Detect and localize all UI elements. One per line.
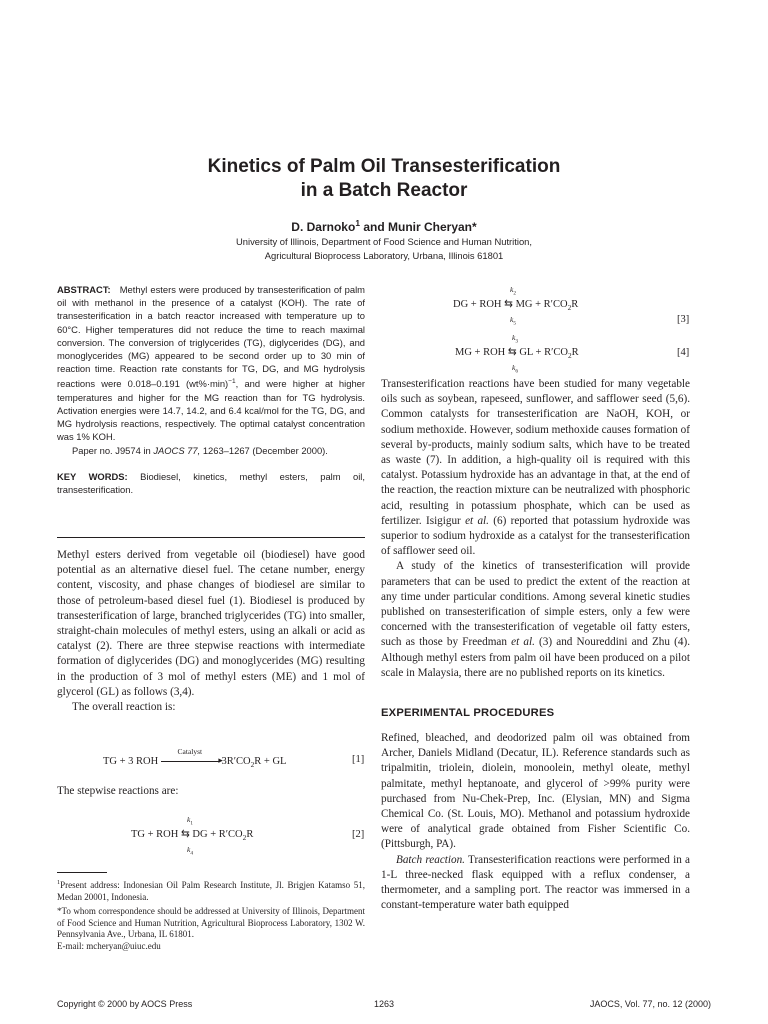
- eq1-arrow: Catalyst ▸: [161, 756, 219, 767]
- eq3-k5-sub: 5: [513, 320, 516, 327]
- keywords: [57, 470, 365, 496]
- eq2-k-top: [187, 815, 193, 827]
- abstract-label: ABSTRACT:: [57, 284, 111, 295]
- eq4-products-tail: R: [571, 347, 579, 358]
- eq2-k1-sub: 1: [190, 820, 193, 827]
- equation-4: [455, 346, 579, 360]
- left-body: [57, 548, 365, 715]
- eq3-products: MG + R′CO: [515, 299, 568, 310]
- eq4-subscript: 2: [568, 351, 572, 361]
- section-heading: EXPERIMENTAL PROCEDURES: [381, 707, 555, 720]
- catalyst-text-b: (6) reported that potassium hydroxide was superior to sodium hydroxide as a catalyst for the transesterification of safflower seed oil.: [381, 514, 690, 558]
- keywords-text: Biodiesel, kinetics, methyl esters, palm oil, transesterification.: [57, 470, 365, 495]
- title-line-2: in a Batch Reactor: [300, 180, 468, 201]
- eq2-k-bottom: [187, 845, 193, 857]
- eq4-reactants: MG + ROH: [455, 347, 506, 358]
- footnote-divider: [57, 872, 107, 873]
- eq4-arrow: ⇆: [507, 347, 517, 358]
- eq1-subscript: 2: [250, 760, 255, 770]
- eq1-catalyst-label: Catalyst: [177, 747, 203, 756]
- eq4-products: GL + R′CO: [519, 347, 568, 358]
- equation-4-number: [4]: [677, 347, 690, 358]
- footer-copyright: Copyright © 2000 by AOCS Press: [57, 999, 193, 1009]
- footnote-2: *To whom correspondence should be addressed at University of Illinois, Department of Food Science and Human Nutrition, Agricultural Bioprocess Laboratory, 1302 W. Pennsylvania Ave., Urbana, IL 61801.: [57, 906, 365, 940]
- kinetics-text-a: A study of the kinetics of transesterification will provide parameters that can be used to predict the extent of the reaction at any time under particular conditions. Among several kinetic studies published on transesterification of simple esters, only a few were concerned with the transesterification of vegetable oil fatty esters, such as those by Freedman: [381, 560, 690, 649]
- abstract-divider: [57, 537, 365, 538]
- affiliation-line-1: University of Illinois, Department of Food Science and Human Nutrition,: [236, 236, 532, 247]
- author-line: [0, 218, 768, 234]
- catalyst-etal: et al.: [465, 514, 489, 527]
- eq2-k4: k: [187, 845, 191, 854]
- batch-reaction-text: Transesterification reactions were performed in a 1-L three-necked flask equipped with a reflux condenser, a thermometer, and a sampling port. The reactor was immersed in a constant-temperature water bath equipped: [381, 853, 690, 912]
- paper-number-a: Paper no. J9574 in: [72, 444, 154, 456]
- stepwise-intro: The stepwise reactions are:: [57, 785, 179, 797]
- footnote-email: E-mail: mcheryan@uiuc.edu: [57, 940, 161, 951]
- keywords-label: KEY WORDS:: [57, 470, 128, 482]
- eq1-reactants: TG + 3 ROH: [103, 756, 159, 767]
- eq3-k-top: [510, 285, 516, 297]
- affiliation: [0, 235, 768, 262]
- eq2-products: DG + R′CO: [192, 829, 243, 840]
- kinetics-paragraph: [381, 559, 690, 681]
- eq4-k6: k: [512, 363, 516, 372]
- eq2-subscript: 2: [242, 833, 247, 843]
- kinetics-text-b: (3) and Noureddini and Zhu (4). Although methyl esters from palm oil have been produced on a pilot scale in Malaysia, there are no published reports on its kinetics.: [381, 636, 690, 679]
- eq4-k6-sub: 6: [515, 368, 518, 375]
- eq3-k-bottom: [510, 315, 516, 327]
- eq1-products-tail: R + GL: [254, 756, 287, 767]
- paper-number-b: 1263–1267 (December 2000).: [200, 444, 328, 456]
- page-number: 1263: [373, 999, 395, 1009]
- footnote-1-mark: 1: [57, 879, 61, 886]
- eq3-k5: k: [510, 315, 514, 324]
- abstract-exponent: −1: [228, 378, 236, 386]
- equation-3-number: [3]: [677, 314, 690, 325]
- footnote-1: [57, 877, 365, 903]
- eq1-products: 3R′CO: [221, 756, 251, 767]
- eq3-subscript: 2: [567, 303, 572, 313]
- equation-2-number: [2]: [352, 829, 365, 840]
- kinetics-etal: et al.: [511, 636, 535, 649]
- journal-ref: JAOCS 77,: [153, 444, 201, 456]
- abstract: [57, 283, 365, 457]
- eq3-reactants: DG + ROH: [453, 299, 502, 310]
- eq3-arrow: ⇆: [504, 299, 513, 310]
- footnote-1-text: Present address: Indonesian Oil Palm Research Institute, Jl. Brigjen Katamso 51, Medan 20001, Indonesia.: [57, 880, 365, 902]
- eq3-products-tail: R: [571, 299, 579, 310]
- overall-reaction-intro: The overall reaction is:: [72, 701, 176, 714]
- eq2-arrow: ⇆: [180, 829, 190, 840]
- equation-1: [103, 747, 287, 770]
- eq4-k-top: [512, 333, 518, 345]
- title-line-1: Kinetics of Palm Oil Transesterification: [207, 156, 561, 177]
- paper-number: [57, 444, 365, 457]
- author-2: Munir Cheryan*: [388, 220, 477, 234]
- batch-reaction-label: Batch reaction.: [396, 853, 465, 866]
- right-body: [381, 377, 690, 914]
- eq4-k3-sub: 3: [515, 338, 518, 345]
- left-column: [57, 283, 365, 496]
- footer-journal: JAOCS, Vol. 77, no. 12 (2000): [589, 999, 711, 1009]
- eq4-k3: k: [512, 333, 516, 342]
- abstract-text-b: , and were higher at higher temperatures and higher for the MG reaction than for TG hydrolysis. Activation energies were 14.7, 14.2, and 6.4 kcal/mol for the TG, DG, and MG hydrolysis reactions, respectively. The optimal catalyst concentration was 1% KOH.: [57, 378, 365, 443]
- batch-reaction-paragraph: [381, 853, 690, 914]
- equation-2: [131, 828, 253, 842]
- equation-3: [453, 298, 578, 312]
- eq3-k2: k: [510, 285, 514, 294]
- author-1-footnote-mark: 1: [355, 218, 360, 228]
- eq2-reactants: TG + ROH: [131, 829, 179, 840]
- catalyst-text-a: Transesterification reactions have been studied for many vegetable oils such as soybean, rapeseed, sunflower, and safflower seed (5,6). Common catalysts for transesterification are NaOH, KOH, or sodium methoxide. However, sodium methoxide causes formation of several by-products, mainly sodium salts, which have to be treated as waste (7). In addition, a high-quality oil is required with this catalyst. Potassium hydroxide has an advantage in that, at the end of the reaction, the reaction mixture can be neutralized with phosphoric acid, resulting in potassium phosphate, which can be used as fertilizer. Isigigur: [381, 378, 690, 527]
- footnotes: [57, 877, 365, 953]
- materials-paragraph: Refined, bleached, and deodorized palm oil was obtained from Archer, Daniels Midland (Decatur, IL). Reference standards such as tripalmitin, triolein, diolein, monoolein, methyl oleate, methyl palmitate, methyl heptanoate, and glycerol of >99% purity were purchased from Nu-Chek-Prep, Inc. (Elysian, MN) and Sigma Chemical Co. (St. Louis, MO). Methanol and potassium hydroxide were of analytical grade obtained from Fisher Scientific Co. (Pittsburgh, PA).: [381, 732, 690, 851]
- affiliation-line-2: Agricultural Bioprocess Laboratory, Urbana, Illinois 61801: [264, 249, 504, 261]
- catalyst-paragraph: [381, 377, 690, 559]
- author-conjunction: and: [359, 220, 388, 234]
- eq2-k1: k: [187, 815, 191, 824]
- author-1: D. Darnoko: [291, 220, 356, 234]
- stepwise-intro-wrap: [57, 784, 365, 799]
- equation-1-number: [1]: [352, 754, 365, 765]
- intro-paragraph: Methyl esters derived from vegetable oil (biodiesel) have good potential as an alternative diesel fuel. The cetane number, energy content, viscosity, and phase changes of biodiesel are similar to those of petroleum-based diesel fuel (1). Biodiesel is produced by transesterification of large, branched triglycerides (TG) into smaller, straight-chain molecules of methyl esters, using an alkali or acid as catalyst (2). There are three stepwise reactions with intermediate formation of diglycerides (DG) and monoglycerides (MG) resulting in the production of 3 mol of methyl esters (ME) and 1 mol of glycerol (GL) as follows (3,4).: [57, 549, 365, 698]
- abstract-text-a: Methyl esters were produced by transesterification of palm oil with methanol in the presence of a catalyst (KOH). The rate of transesterification in a batch reactor increased with temperature up to 60°C. Higher temperatures did not reduce the time to reach maximal conversion. The conversion of triglycerides (TG), diglycerides (DG), and monoglycerides (MG) appeared to be second order up to 30 min of reaction time. Reaction rate constants for TG, DG, and MG hydrolysis reactions were 0.018–0.191 (wt%·min): [57, 284, 365, 390]
- eq4-k-bottom: [512, 363, 518, 375]
- eq2-k4-sub: 4: [190, 850, 193, 857]
- eq3-k2-sub: 2: [513, 290, 516, 297]
- eq2-products-tail: R: [246, 829, 254, 840]
- paper-title: [0, 155, 768, 203]
